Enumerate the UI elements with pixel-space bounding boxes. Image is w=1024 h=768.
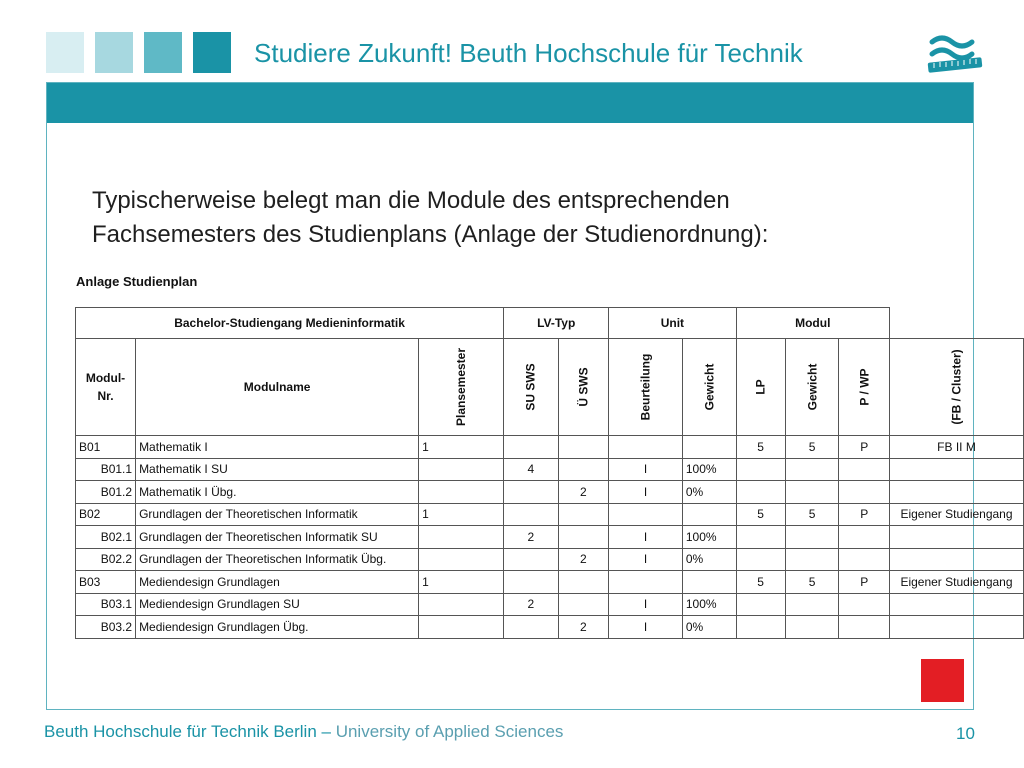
cell-fb: FB II M <box>889 436 1023 459</box>
cell-sem: 1 <box>419 571 504 594</box>
cell-sem <box>419 481 504 504</box>
cell-ue: 2 <box>558 548 609 571</box>
cell-gewm <box>785 526 839 549</box>
cell-su <box>504 548 558 571</box>
cell-name: Mediendesign Grundlagen <box>136 571 419 594</box>
cell-pwp <box>839 548 890 571</box>
cell-sem <box>419 616 504 639</box>
cell-gewm: 5 <box>785 503 839 526</box>
cell-name: Mathematik I SU <box>136 458 419 481</box>
cell-lp <box>736 548 785 571</box>
intro-text <box>92 184 768 252</box>
cell-gewm: 5 <box>785 571 839 594</box>
cell-beurt <box>609 503 683 526</box>
table-caption: Anlage Studienplan <box>76 274 198 289</box>
cell-su <box>504 436 558 459</box>
col-header-gewicht-unit-cell <box>682 339 736 436</box>
cell-fb <box>889 526 1023 549</box>
col-header-beurteilung-cell <box>609 339 683 436</box>
red-accent-square <box>921 659 964 702</box>
cell-sem <box>419 458 504 481</box>
table-row <box>76 526 1024 549</box>
footer-institution: Beuth Hochschule für Technik Berlin <box>44 722 317 741</box>
table-body <box>76 436 1024 639</box>
cell-pwp <box>839 526 890 549</box>
cell-ue <box>558 503 609 526</box>
cell-name: Grundlagen der Theoretischen Informatik <box>136 503 419 526</box>
cell-su: 2 <box>504 593 558 616</box>
title-band <box>47 83 973 123</box>
header-square-3 <box>144 32 182 73</box>
cell-fb: Eigener Studiengang <box>889 503 1023 526</box>
cell-gewm <box>785 481 839 504</box>
cell-lp <box>736 526 785 549</box>
table-row <box>76 458 1024 481</box>
cell-ue: 2 <box>558 616 609 639</box>
cell-nr: B03 <box>76 571 136 594</box>
header-square-1 <box>46 32 84 73</box>
cell-pwp: P <box>839 503 890 526</box>
col-header-fb-cluster: (FB / Cluster) <box>949 349 964 425</box>
header-title: Studiere Zukunft! Beuth Hochschule für Technik <box>254 38 803 68</box>
col-header-gewicht-unit: Gewicht <box>702 363 717 411</box>
cell-pwp <box>839 593 890 616</box>
group-header-program: Bachelor-Studiengang Medieninformatik <box>76 308 504 339</box>
cell-gewm <box>785 458 839 481</box>
cell-fb <box>889 458 1023 481</box>
cell-pwp: P <box>839 436 890 459</box>
header-square-2 <box>95 32 133 73</box>
col-header-name: Modulname <box>136 339 419 436</box>
cell-su <box>504 481 558 504</box>
col-header-ue-sws: Ü SWS <box>576 367 591 407</box>
cell-ue <box>558 458 609 481</box>
cell-nr: B03.1 <box>76 593 136 616</box>
cell-nr: B01 <box>76 436 136 459</box>
cell-su <box>504 503 558 526</box>
cell-lp <box>736 458 785 481</box>
table-row <box>76 436 1024 459</box>
header-square-4 <box>193 32 231 73</box>
cell-sem: 1 <box>419 436 504 459</box>
cell-name: Mediendesign Grundlagen SU <box>136 593 419 616</box>
col-header-nr: Modul- Nr. <box>76 339 136 436</box>
cell-fb <box>889 616 1023 639</box>
cell-fb <box>889 593 1023 616</box>
page-number: 10 <box>956 724 975 743</box>
cell-name: Mediendesign Grundlagen Übg. <box>136 616 419 639</box>
cell-nr: B01.1 <box>76 458 136 481</box>
table-row <box>76 593 1024 616</box>
cell-nr: B03.2 <box>76 616 136 639</box>
cell-nr: B02.1 <box>76 526 136 549</box>
cell-fb <box>889 548 1023 571</box>
cell-gew: 0% <box>682 616 736 639</box>
footer-separator: – <box>316 722 336 741</box>
table-row <box>76 616 1024 639</box>
cell-su <box>504 571 558 594</box>
col-header-p-wp: P / WP <box>857 368 872 406</box>
cell-lp <box>736 481 785 504</box>
column-header-row <box>76 339 1024 436</box>
cell-name: Mathematik I Übg. <box>136 481 419 504</box>
cell-beurt: I <box>609 481 683 504</box>
cell-ue <box>558 526 609 549</box>
cell-pwp <box>839 616 890 639</box>
study-plan-table <box>75 307 1024 639</box>
cell-gew <box>682 503 736 526</box>
cell-gew: 0% <box>682 548 736 571</box>
col-header-su-sws-cell <box>504 339 558 436</box>
cell-lp: 5 <box>736 436 785 459</box>
cell-ue <box>558 571 609 594</box>
cell-pwp: P <box>839 571 890 594</box>
table-row <box>76 571 1024 594</box>
cell-beurt <box>609 571 683 594</box>
cell-su: 4 <box>504 458 558 481</box>
group-header-row <box>76 308 1024 339</box>
cell-sem: 1 <box>419 503 504 526</box>
cell-beurt: I <box>609 526 683 549</box>
cell-ue <box>558 593 609 616</box>
col-header-fb-cluster-cell <box>889 339 1023 436</box>
intro-line-1: Typischerweise belegt man die Module des entsprechenden <box>92 187 730 214</box>
group-header-modul: Modul <box>736 308 889 339</box>
table-row <box>76 503 1024 526</box>
cell-beurt: I <box>609 593 683 616</box>
cell-nr: B02 <box>76 503 136 526</box>
table-row <box>76 548 1024 571</box>
intro-line-2: Fachsemesters des Studienplans (Anlage der Studienordnung): <box>92 221 769 248</box>
cell-gew: 0% <box>682 481 736 504</box>
group-header-empty <box>889 308 1023 339</box>
col-header-lp-cell <box>736 339 785 436</box>
cell-fb: Eigener Studiengang <box>889 571 1023 594</box>
col-header-plansemester: Plansemester <box>454 347 469 427</box>
cell-gew: 100% <box>682 526 736 549</box>
cell-gewm: 5 <box>785 436 839 459</box>
cell-ue <box>558 436 609 459</box>
cell-nr: B02.2 <box>76 548 136 571</box>
cell-beurt <box>609 436 683 459</box>
cell-sem <box>419 593 504 616</box>
cell-gewm <box>785 548 839 571</box>
cell-gewm <box>785 616 839 639</box>
cell-name: Grundlagen der Theoretischen Informatik SU <box>136 526 419 549</box>
col-header-p-wp-cell <box>839 339 890 436</box>
cell-lp <box>736 616 785 639</box>
col-header-lp: LP <box>753 379 768 395</box>
cell-su: 2 <box>504 526 558 549</box>
col-header-gewicht-modul-cell <box>785 339 839 436</box>
col-header-plansemester-cell <box>419 339 504 436</box>
cell-beurt: I <box>609 548 683 571</box>
footer-tagline: University of Applied Sciences <box>335 722 564 741</box>
cell-name: Mathematik I <box>136 436 419 459</box>
col-header-ue-sws-cell <box>558 339 609 436</box>
col-header-gewicht-modul: Gewicht <box>805 363 820 411</box>
cell-beurt: I <box>609 616 683 639</box>
cell-su <box>504 616 558 639</box>
group-header-unit: Unit <box>609 308 736 339</box>
cell-gew <box>682 436 736 459</box>
cell-name: Grundlagen der Theoretischen Informatik Übg. <box>136 548 419 571</box>
footer <box>44 722 563 742</box>
group-header-lv-typ: LV-Typ <box>504 308 609 339</box>
cell-lp <box>736 593 785 616</box>
cell-sem <box>419 548 504 571</box>
cell-beurt: I <box>609 458 683 481</box>
cell-fb <box>889 481 1023 504</box>
col-header-beurteilung: Beurteilung <box>638 353 653 421</box>
cell-pwp <box>839 481 890 504</box>
cell-gew: 100% <box>682 458 736 481</box>
cell-ue: 2 <box>558 481 609 504</box>
cell-lp: 5 <box>736 503 785 526</box>
beuth-logo-icon <box>926 32 984 76</box>
col-header-su-sws: SU SWS <box>523 363 538 411</box>
cell-sem <box>419 526 504 549</box>
cell-lp: 5 <box>736 571 785 594</box>
cell-gewm <box>785 593 839 616</box>
cell-nr: B01.2 <box>76 481 136 504</box>
cell-gew: 100% <box>682 593 736 616</box>
table-row <box>76 481 1024 504</box>
cell-gew <box>682 571 736 594</box>
cell-pwp <box>839 458 890 481</box>
